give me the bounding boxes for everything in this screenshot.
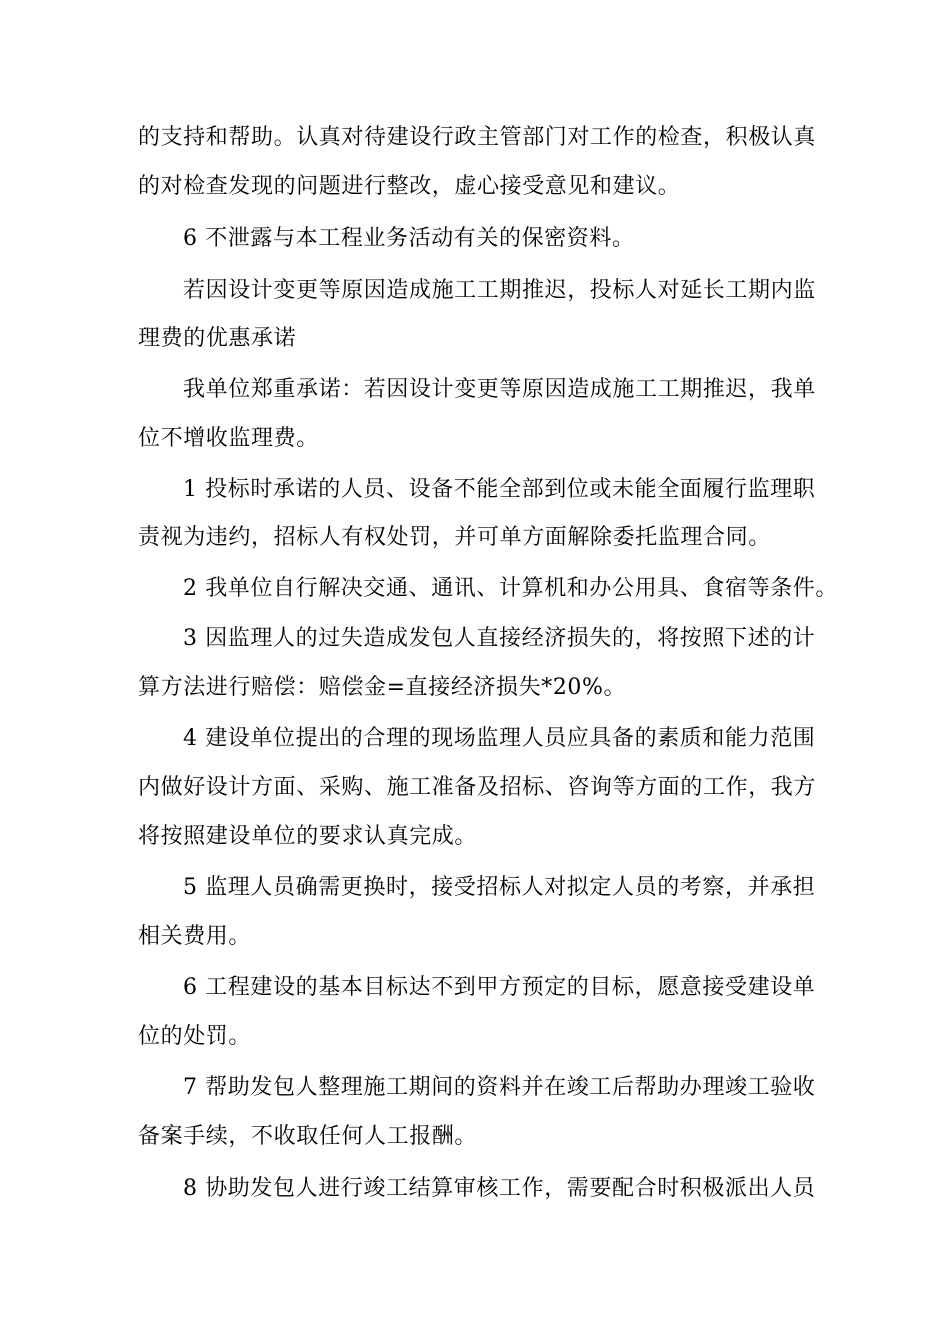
text-line: 我单位郑重承诺：若因设计变更等原因造成施工工期推迟，我单: [183, 377, 816, 402]
text-line: 责视为违约，招标人有权处罚，并可单方面解除委托监理合同。: [138, 525, 771, 550]
text-line: 6 不泄露与本工程业务活动有关的保密资料。: [183, 226, 635, 251]
text-line: 6 工程建设的基本目标达不到甲方预定的目标，愿意接受建设单: [183, 975, 816, 1000]
text-line: 位不增收监理费。: [138, 426, 319, 451]
text-line: 位的处罚。: [138, 1024, 252, 1049]
text-line: 3 因监理人的过失造成发包人直接经济损失的，将按照下述的计: [183, 626, 816, 651]
text-line: 理费的优惠承诺: [138, 326, 297, 351]
text-line: 相关费用。: [138, 924, 252, 949]
text-line: 5 监理人员确需更换时，接受招标人对拟定人员的考察，并承担: [183, 875, 816, 900]
text-line: 1 投标时承诺的人员、设备不能全部到位或未能全面履行监理职: [183, 477, 816, 502]
text-line: 内做好设计方面、采购、施工准备及招标、咨询等方面的工作，我方: [138, 775, 817, 800]
text-line: 的对检查发现的问题进行整改，虚心接受意见和建议。: [138, 174, 681, 199]
text-line: 7 帮助发包人整理施工期间的资料并在竣工后帮助办理竣工验收: [183, 1075, 816, 1100]
text-line: 的支持和帮助。认真对待建设行政主管部门对工作的检查，积极认真: [138, 125, 817, 150]
text-line: 2 我单位自行解决交通、通讯、计算机和办公用具、食宿等条件。: [183, 576, 838, 601]
text-line: 算方法进行赔偿：赔偿金=直接经济损失*20%。: [138, 675, 627, 700]
text-line: 将按照建设单位的要求认真完成。: [138, 824, 478, 849]
text-line: 4 建设单位提出的合理的现场监理人员应具备的素质和能力范围: [183, 726, 816, 751]
text-line: 8 协助发包人进行竣工结算审核工作，需要配合时积极派出人员: [183, 1176, 816, 1201]
text-line: 若因设计变更等原因造成施工工期推迟，投标人对延长工期内监: [183, 278, 816, 303]
text-line: 备案手续，不收取任何人工报酬。: [138, 1124, 478, 1149]
